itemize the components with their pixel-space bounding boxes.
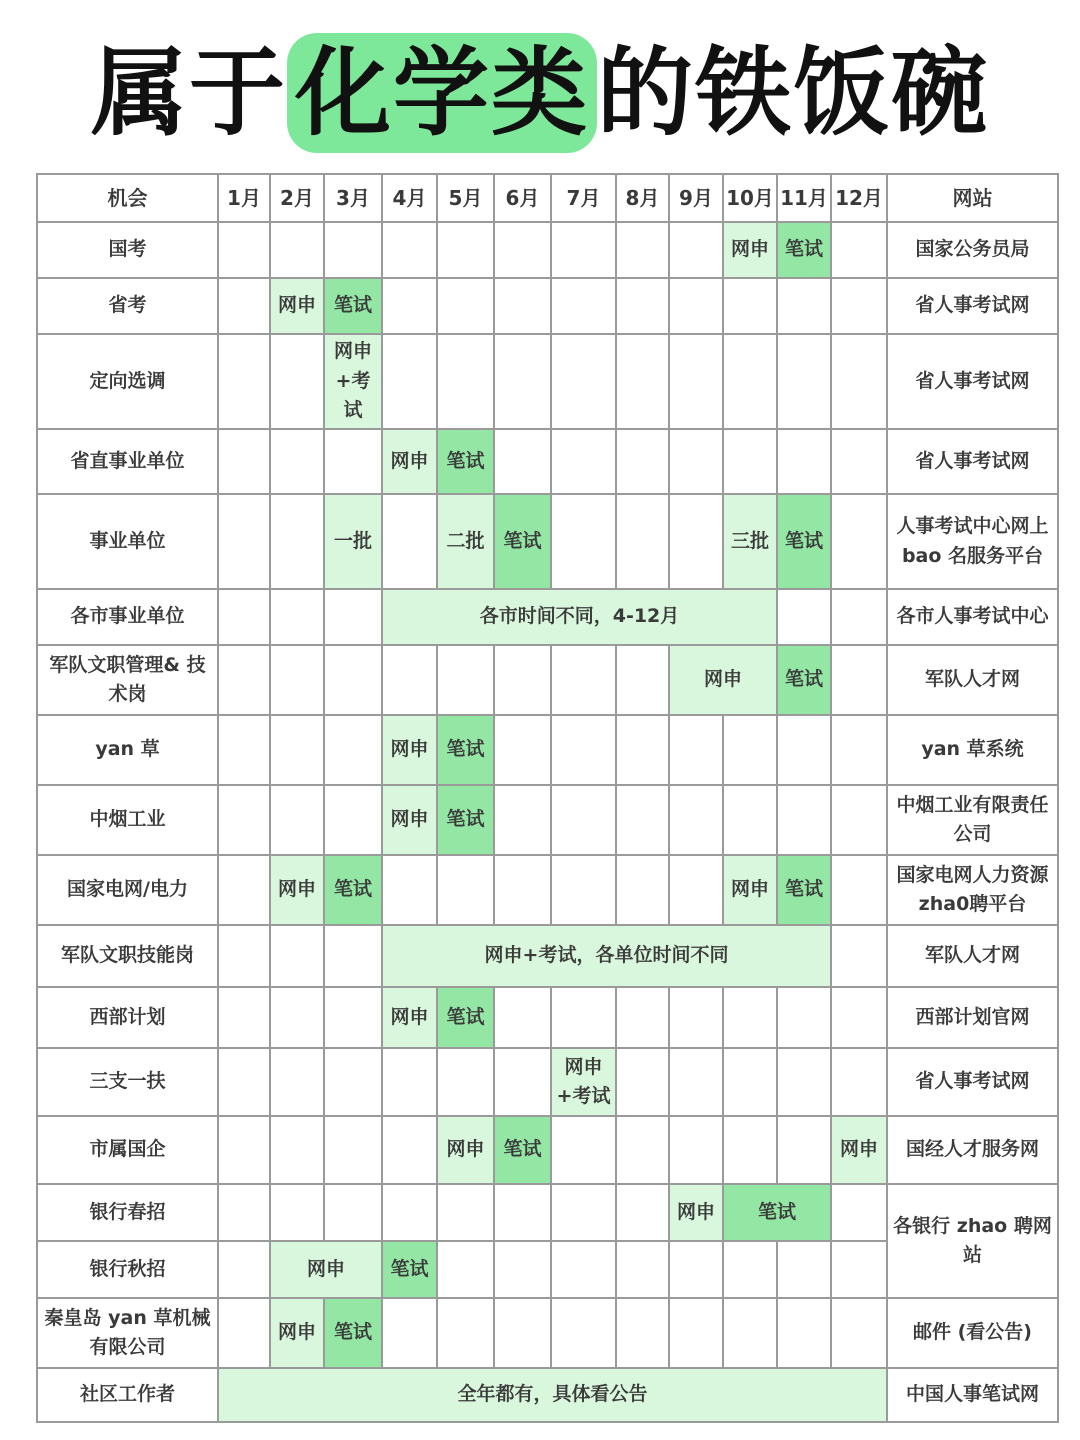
empty-cell (669, 1116, 723, 1184)
empty-cell (270, 429, 324, 494)
empty-cell (616, 278, 669, 334)
schedule-cell: 笔试 (777, 855, 831, 925)
schedule-cell: 网申 +考试 (324, 334, 382, 429)
empty-cell (616, 1116, 669, 1184)
schedule-cell: 网申 (669, 645, 777, 715)
empty-cell (270, 645, 324, 715)
empty-cell (218, 1298, 270, 1368)
empty-cell (270, 334, 324, 429)
empty-cell (218, 278, 270, 334)
empty-cell (494, 1048, 551, 1116)
schedule-cell: 笔试 (777, 222, 831, 278)
empty-cell (723, 715, 777, 785)
empty-cell (382, 1298, 437, 1368)
schedule-cell: 一批 (324, 494, 382, 589)
table-row (37, 715, 1058, 785)
empty-cell (777, 1116, 831, 1184)
empty-cell (723, 334, 777, 429)
header-month: 7月 (551, 174, 616, 222)
empty-cell (777, 1241, 831, 1298)
empty-cell (437, 334, 494, 429)
website-cell: 各银行 zhao 聘网 站 (887, 1184, 1058, 1298)
empty-cell (669, 785, 723, 855)
header-opportunity: 机会 (37, 174, 218, 222)
header-month: 2月 (270, 174, 324, 222)
empty-cell (669, 987, 723, 1048)
empty-cell (831, 494, 887, 589)
empty-cell (437, 1184, 494, 1241)
header-month: 8月 (616, 174, 669, 222)
empty-cell (723, 785, 777, 855)
empty-cell (218, 1241, 270, 1298)
opportunity-name: 三支一扶 (37, 1048, 218, 1116)
empty-cell (831, 1241, 887, 1298)
header-month: 9月 (669, 174, 723, 222)
empty-cell (324, 1184, 382, 1241)
empty-cell (831, 278, 887, 334)
website-cell: 国家公务员局 (887, 222, 1058, 278)
schedule-table (36, 173, 1059, 1423)
empty-cell (270, 785, 324, 855)
empty-cell (669, 278, 723, 334)
empty-cell (831, 785, 887, 855)
empty-cell (551, 334, 616, 429)
table-row (37, 1048, 1058, 1116)
empty-cell (777, 785, 831, 855)
schedule-cell: 笔试 (437, 987, 494, 1048)
empty-cell (324, 645, 382, 715)
header-month: 1月 (218, 174, 270, 222)
opportunity-name: 省直事业单位 (37, 429, 218, 494)
schedule-cell: 笔试 (777, 494, 831, 589)
header-month: 3月 (324, 174, 382, 222)
empty-cell (218, 855, 270, 925)
table-row (37, 785, 1058, 855)
empty-cell (494, 855, 551, 925)
table-row (37, 855, 1058, 925)
empty-cell (218, 494, 270, 589)
opportunity-name: 军队文职管理& 技 术岗 (37, 645, 218, 715)
schedule-cell: 笔试 (324, 855, 382, 925)
website-cell: 国经人才服务网 (887, 1116, 1058, 1184)
schedule-cell: 网申 (382, 715, 437, 785)
empty-cell (831, 334, 887, 429)
empty-cell (669, 334, 723, 429)
schedule-cell: 笔试 (324, 278, 382, 334)
empty-cell (831, 429, 887, 494)
empty-cell (270, 1048, 324, 1116)
empty-cell (218, 785, 270, 855)
empty-cell (669, 1048, 723, 1116)
empty-cell (494, 1184, 551, 1241)
empty-cell (616, 987, 669, 1048)
empty-cell (382, 494, 437, 589)
empty-cell (831, 925, 887, 987)
empty-cell (669, 1241, 723, 1298)
empty-cell (669, 429, 723, 494)
schedule-cell: 网申 (669, 1184, 723, 1241)
header-month: 11月 (777, 174, 831, 222)
empty-cell (270, 589, 324, 645)
website-cell: 中国人事笔试网 (887, 1368, 1058, 1422)
table-row (37, 334, 1058, 429)
website-cell: 军队人才网 (887, 645, 1058, 715)
empty-cell (777, 715, 831, 785)
empty-cell (218, 987, 270, 1048)
empty-cell (616, 222, 669, 278)
header-website: 网站 (887, 174, 1058, 222)
empty-cell (777, 334, 831, 429)
empty-cell (382, 1184, 437, 1241)
empty-cell (324, 1048, 382, 1116)
table-row (37, 1298, 1058, 1368)
opportunity-name: 国家电网/电力 (37, 855, 218, 925)
opportunity-name: 银行秋招 (37, 1241, 218, 1298)
empty-cell (382, 334, 437, 429)
empty-cell (723, 429, 777, 494)
schedule-cell: 笔试 (437, 715, 494, 785)
opportunity-name: 事业单位 (37, 494, 218, 589)
empty-cell (551, 715, 616, 785)
empty-cell (437, 1241, 494, 1298)
empty-cell (494, 278, 551, 334)
empty-cell (551, 494, 616, 589)
page-title (91, 37, 989, 149)
table-row (37, 645, 1058, 715)
empty-cell (270, 222, 324, 278)
opportunity-name: 国考 (37, 222, 218, 278)
schedule-cell: 网申 (270, 855, 324, 925)
empty-cell (324, 222, 382, 278)
empty-cell (382, 222, 437, 278)
empty-cell (270, 925, 324, 987)
schedule-cell: 网申 (723, 855, 777, 925)
opportunity-name: 秦皇岛 yan 草机械 有限公司 (37, 1298, 218, 1368)
empty-cell (723, 1116, 777, 1184)
empty-cell (382, 855, 437, 925)
empty-cell (324, 1116, 382, 1184)
empty-cell (616, 494, 669, 589)
empty-cell (616, 1241, 669, 1298)
schedule-cell: 网申 (831, 1116, 887, 1184)
empty-cell (218, 1116, 270, 1184)
schedule-cell: 网申 (270, 278, 324, 334)
opportunity-name: 银行春招 (37, 1184, 218, 1241)
empty-cell (777, 1048, 831, 1116)
website-cell: 人事考试中心网上 bao 名服务平台 (887, 494, 1058, 589)
empty-cell (831, 1184, 887, 1241)
table-row (37, 222, 1058, 278)
schedule-cell: 网申 +考试 (551, 1048, 616, 1116)
empty-cell (831, 987, 887, 1048)
header-month: 6月 (494, 174, 551, 222)
empty-cell (494, 334, 551, 429)
opportunity-name: 省考 (37, 278, 218, 334)
table-row (37, 589, 1058, 645)
table-row (37, 429, 1058, 494)
empty-cell (218, 334, 270, 429)
empty-cell (437, 645, 494, 715)
empty-cell (218, 1184, 270, 1241)
empty-cell (551, 222, 616, 278)
website-cell: 国家电网人力资源 zha0聘平台 (887, 855, 1058, 925)
website-cell: 中烟工业有限责任 公司 (887, 785, 1058, 855)
header-month: 12月 (831, 174, 887, 222)
empty-cell (616, 334, 669, 429)
schedule-cell: 笔试 (437, 429, 494, 494)
empty-cell (494, 645, 551, 715)
empty-cell (494, 429, 551, 494)
header-month: 4月 (382, 174, 437, 222)
empty-cell (777, 429, 831, 494)
opportunity-name: 中烟工业 (37, 785, 218, 855)
empty-cell (831, 855, 887, 925)
website-cell: yan 草系统 (887, 715, 1058, 785)
empty-cell (723, 987, 777, 1048)
empty-cell (723, 1298, 777, 1368)
empty-cell (616, 855, 669, 925)
opportunity-name: 市属国企 (37, 1116, 218, 1184)
title-before: 属于 (91, 37, 287, 149)
empty-cell (324, 715, 382, 785)
empty-cell (218, 1048, 270, 1116)
schedule-cell: 笔试 (494, 494, 551, 589)
empty-cell (218, 222, 270, 278)
table-row (37, 925, 1058, 987)
empty-cell (382, 1116, 437, 1184)
empty-cell (831, 589, 887, 645)
opportunity-name: 军队文职技能岗 (37, 925, 218, 987)
empty-cell (616, 1298, 669, 1368)
empty-cell (616, 715, 669, 785)
website-cell: 各市人事考试中心 (887, 589, 1058, 645)
empty-cell (777, 1298, 831, 1368)
empty-cell (831, 715, 887, 785)
empty-cell (494, 715, 551, 785)
table-row (37, 1368, 1058, 1422)
empty-cell (777, 987, 831, 1048)
empty-cell (723, 1241, 777, 1298)
empty-cell (551, 1298, 616, 1368)
empty-cell (494, 1241, 551, 1298)
website-cell: 省人事考试网 (887, 334, 1058, 429)
schedule-cell: 网申 (437, 1116, 494, 1184)
title-area (0, 28, 1080, 158)
empty-cell (669, 1298, 723, 1368)
empty-cell (616, 1184, 669, 1241)
schedule-cell: 网申 (723, 222, 777, 278)
schedule-cell: 网申+考试，各单位时间不同 (382, 925, 831, 987)
schedule-cell: 网申 (382, 785, 437, 855)
empty-cell (831, 1048, 887, 1116)
empty-cell (723, 1048, 777, 1116)
opportunity-name: 定向选调 (37, 334, 218, 429)
empty-cell (270, 715, 324, 785)
opportunity-name: 西部计划 (37, 987, 218, 1048)
empty-cell (382, 278, 437, 334)
opportunity-name: yan 草 (37, 715, 218, 785)
empty-cell (218, 429, 270, 494)
schedule-cell: 各市时间不同，4-12月 (382, 589, 777, 645)
empty-cell (437, 278, 494, 334)
table-row (37, 1116, 1058, 1184)
title-after: 的铁饭碗 (597, 37, 989, 149)
schedule-cell: 笔试 (437, 785, 494, 855)
website-cell: 省人事考试网 (887, 429, 1058, 494)
empty-cell (616, 1048, 669, 1116)
empty-cell (551, 429, 616, 494)
schedule-cell: 网申 (270, 1241, 382, 1298)
empty-cell (616, 429, 669, 494)
table-row (37, 494, 1058, 589)
website-cell: 西部计划官网 (887, 987, 1058, 1048)
empty-cell (218, 589, 270, 645)
schedule-cell: 笔试 (494, 1116, 551, 1184)
empty-cell (777, 589, 831, 645)
empty-cell (324, 925, 382, 987)
empty-cell (494, 785, 551, 855)
header-row (37, 174, 1058, 222)
empty-cell (551, 278, 616, 334)
opportunity-name: 各市事业单位 (37, 589, 218, 645)
opportunity-name: 社区工作者 (37, 1368, 218, 1422)
empty-cell (551, 855, 616, 925)
empty-cell (324, 589, 382, 645)
empty-cell (494, 1298, 551, 1368)
empty-cell (437, 855, 494, 925)
empty-cell (551, 785, 616, 855)
empty-cell (831, 645, 887, 715)
empty-cell (270, 1116, 324, 1184)
empty-cell (551, 987, 616, 1048)
header-month: 5月 (437, 174, 494, 222)
schedule-cell: 网申 (382, 429, 437, 494)
table-row (37, 987, 1058, 1048)
empty-cell (218, 715, 270, 785)
empty-cell (270, 987, 324, 1048)
header-month: 10月 (723, 174, 777, 222)
empty-cell (616, 785, 669, 855)
title-highlight: 化学类 (287, 33, 597, 153)
schedule-cell: 全年都有，具体看公告 (218, 1368, 887, 1422)
schedule-cell: 网申 (270, 1298, 324, 1368)
empty-cell (270, 1184, 324, 1241)
empty-cell (831, 1298, 887, 1368)
empty-cell (669, 494, 723, 589)
empty-cell (494, 222, 551, 278)
empty-cell (382, 1048, 437, 1116)
empty-cell (218, 925, 270, 987)
table-row (37, 1184, 1058, 1241)
empty-cell (551, 1241, 616, 1298)
empty-cell (616, 645, 669, 715)
schedule-cell: 笔试 (723, 1184, 831, 1241)
table-row (37, 278, 1058, 334)
website-cell: 省人事考试网 (887, 278, 1058, 334)
empty-cell (324, 987, 382, 1048)
website-cell: 省人事考试网 (887, 1048, 1058, 1116)
schedule-cell: 笔试 (324, 1298, 382, 1368)
empty-cell (437, 1048, 494, 1116)
empty-cell (551, 645, 616, 715)
empty-cell (551, 1116, 616, 1184)
schedule-cell: 三批 (723, 494, 777, 589)
empty-cell (777, 278, 831, 334)
empty-cell (669, 855, 723, 925)
empty-cell (494, 987, 551, 1048)
schedule-cell: 二批 (437, 494, 494, 589)
empty-cell (437, 222, 494, 278)
empty-cell (270, 494, 324, 589)
schedule-cell: 笔试 (777, 645, 831, 715)
schedule-cell: 网申 (382, 987, 437, 1048)
empty-cell (551, 1184, 616, 1241)
empty-cell (218, 645, 270, 715)
empty-cell (324, 785, 382, 855)
empty-cell (324, 429, 382, 494)
empty-cell (669, 715, 723, 785)
empty-cell (831, 222, 887, 278)
empty-cell (723, 278, 777, 334)
empty-cell (669, 222, 723, 278)
empty-cell (382, 645, 437, 715)
empty-cell (437, 1298, 494, 1368)
website-cell: 军队人才网 (887, 925, 1058, 987)
website-cell: 邮件 (看公告) (887, 1298, 1058, 1368)
schedule-cell: 笔试 (382, 1241, 437, 1298)
